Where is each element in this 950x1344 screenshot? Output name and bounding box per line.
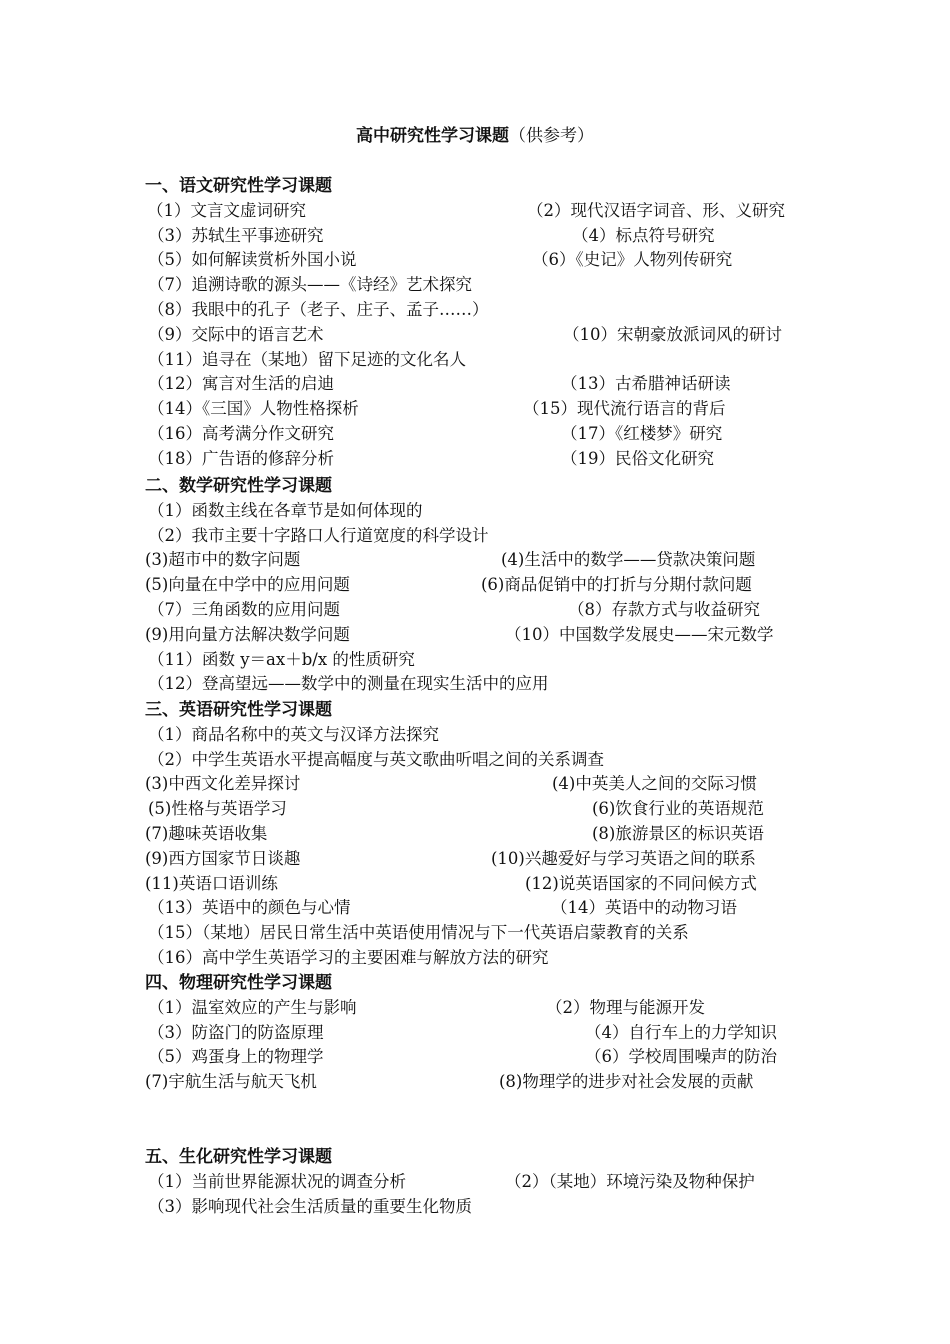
topic-item: （16）高中学生英语学习的主要困难与解放方法的研究: [148, 947, 549, 967]
topic-item: （9）交际中的语言艺术: [148, 324, 324, 344]
section-heading: 四、物理研究性学习课题: [145, 973, 332, 993]
topic-item: （2）（某地）环境污染及物种保护: [505, 1171, 755, 1191]
topic-row: [145, 524, 825, 549]
topic-row: [145, 348, 825, 373]
topic-row: [145, 248, 825, 273]
section-3: [145, 698, 825, 971]
topic-item: （4）自行车上的力学知识: [585, 1022, 777, 1042]
topic-row: [145, 298, 825, 323]
topic-item: (7)趣味英语收集: [145, 823, 268, 843]
topic-item: (7)宇航生活与航天飞机: [145, 1072, 317, 1092]
section-1: [145, 174, 825, 472]
section-heading: 一、语文研究性学习课题: [145, 176, 332, 196]
topic-row: [145, 822, 825, 847]
topic-row: [145, 946, 825, 971]
topic-row: [145, 447, 825, 472]
topic-item: (12)说英语国家的不同问候方式: [525, 873, 757, 893]
topic-item: (9)西方国家节日谈趣: [145, 848, 301, 868]
topic-item: (5)性格与英语学习: [148, 799, 287, 819]
topic-item: （12）登高望远——数学中的测量在现实生活中的应用: [148, 674, 549, 694]
topic-row: [145, 1170, 825, 1195]
topic-item: （3）影响现代社会生活质量的重要生化物质: [148, 1196, 472, 1216]
topic-item: （13）英语中的颜色与心情: [148, 898, 351, 918]
section-5: [145, 1145, 825, 1219]
topic-item: (8)旅游景区的标识英语: [592, 823, 764, 843]
topic-row: [145, 748, 825, 773]
topic-row: [145, 1045, 825, 1070]
topic-item: (4)中英美人之间的交际习惯: [552, 774, 757, 794]
topic-item: （4）标点符号研究: [572, 225, 715, 245]
topic-row: [145, 573, 825, 598]
topic-item: （14）英语中的动物习语: [551, 898, 737, 918]
topic-item: (8)物理学的进步对社会发展的贡献: [499, 1072, 754, 1092]
topic-item: (11)英语口语训练: [145, 873, 278, 893]
topic-item: （1）温室效应的产生与影响: [148, 997, 357, 1017]
topic-item: （1）商品名称中的英文与汉译方法探究: [148, 724, 439, 744]
topic-item: （16）高考满分作文研究: [148, 423, 334, 443]
topic-row: [145, 1021, 825, 1046]
topic-item: （11）函数 y＝ax＋b/x 的性质研究: [148, 649, 415, 669]
topic-row: [145, 648, 825, 673]
topic-item: （12）寓言对生活的启迪: [148, 374, 334, 394]
topic-item: （3）防盗门的防盗原理: [148, 1022, 324, 1042]
topic-item: （14）《三国》人物性格探析: [148, 399, 359, 419]
topic-row: [145, 199, 825, 224]
topic-item: （3）苏轼生平事迹研究: [148, 225, 324, 245]
topic-item: (4)生活中的数学——贷款决策问题: [501, 550, 756, 570]
topic-item: （1）当前世界能源状况的调查分析: [148, 1171, 406, 1191]
topic-row: [145, 1195, 825, 1220]
topic-item: (6)商品促销中的打折与分期付款问题: [481, 575, 752, 595]
topic-item: (3)超市中的数字问题: [145, 550, 301, 570]
topic-row: [145, 623, 825, 648]
topic-row: [145, 872, 825, 897]
topic-item: (5)向量在中学中的应用问题: [145, 575, 350, 595]
topic-item: （7）追溯诗歌的源头——《诗经》艺术探究: [148, 275, 472, 295]
topic-item: （2）物理与能源开发: [546, 997, 705, 1017]
topic-row: [145, 996, 825, 1021]
topic-row: [145, 672, 825, 697]
topic-item: （15）（某地）居民日常生活中英语使用情况与下一代英语启蒙教育的关系: [148, 923, 689, 943]
topic-item: (3)中西文化差异探讨: [145, 774, 301, 794]
topic-row: [145, 323, 825, 348]
topic-row: [145, 847, 825, 872]
title-main: 高中研究性学习课题: [356, 126, 509, 146]
topic-item: （11）追寻在（某地）留下足迹的文化名人: [148, 349, 466, 369]
section-4: [145, 971, 825, 1095]
topic-item: （5）鸡蛋身上的物理学: [148, 1047, 324, 1067]
topic-item: (6)饮食行业的英语规范: [592, 799, 764, 819]
topic-row: [145, 548, 825, 573]
topic-row: [145, 422, 825, 447]
section-heading: 五、生化研究性学习课题: [145, 1147, 332, 1167]
topic-item: （2）中学生英语水平提高幅度与英文歌曲听唱之间的关系调查: [148, 749, 604, 769]
topic-row: [145, 896, 825, 921]
section-heading: 三、英语研究性学习课题: [145, 700, 332, 720]
topic-item: （8）存款方式与收益研究: [568, 599, 760, 619]
topic-item: （10）中国数学发展史——宋元数学: [505, 624, 774, 644]
topic-item: （13）古希腊神话研读: [561, 374, 731, 394]
topic-row: [145, 273, 825, 298]
topic-item: (10)兴趣爱好与学习英语之间的联系: [491, 848, 756, 868]
title-note: （供参考）: [509, 126, 594, 146]
topic-row: [145, 372, 825, 397]
page-title: [0, 124, 950, 148]
topic-row: [145, 723, 825, 748]
topic-row: [145, 1070, 825, 1095]
topic-item: （6）学校周围噪声的防治: [585, 1047, 777, 1067]
topic-row: [145, 224, 825, 249]
topic-row: [145, 921, 825, 946]
topic-item: （7）三角函数的应用问题: [148, 599, 340, 619]
topic-item: （10）宋朝豪放派词风的研讨: [563, 324, 782, 344]
topic-row: [145, 598, 825, 623]
topic-item: （5）如何解读赏析外国小说: [148, 250, 357, 270]
topic-item: （2）现代汉语字词音、形、义研究: [527, 200, 785, 220]
topic-item: （1）函数主线在各章节是如何体现的: [148, 500, 423, 520]
topic-item: （2）我市主要十字路口人行道宽度的科学设计: [148, 525, 489, 545]
topic-row: [145, 797, 825, 822]
topic-item: （8）我眼中的孔子（老子、庄子、孟子……）: [148, 299, 489, 319]
topic-item: （17）《红楼梦》研究: [561, 423, 723, 443]
topic-item: （19）民俗文化研究: [561, 448, 714, 468]
topic-item: (9)用向量方法解决数学问题: [145, 624, 350, 644]
topic-item: （6）《史记》人物列传研究: [532, 250, 733, 270]
topic-item: （1）文言文虚词研究: [147, 200, 306, 220]
topic-row: [145, 499, 825, 524]
topic-row: [145, 772, 825, 797]
topic-item: （18）广告语的修辞分析: [148, 448, 334, 468]
section-heading: 二、数学研究性学习课题: [145, 476, 332, 496]
topic-row: [145, 397, 825, 422]
topic-item: （15）现代流行语言的背后: [523, 399, 726, 419]
section-2: [145, 474, 825, 697]
